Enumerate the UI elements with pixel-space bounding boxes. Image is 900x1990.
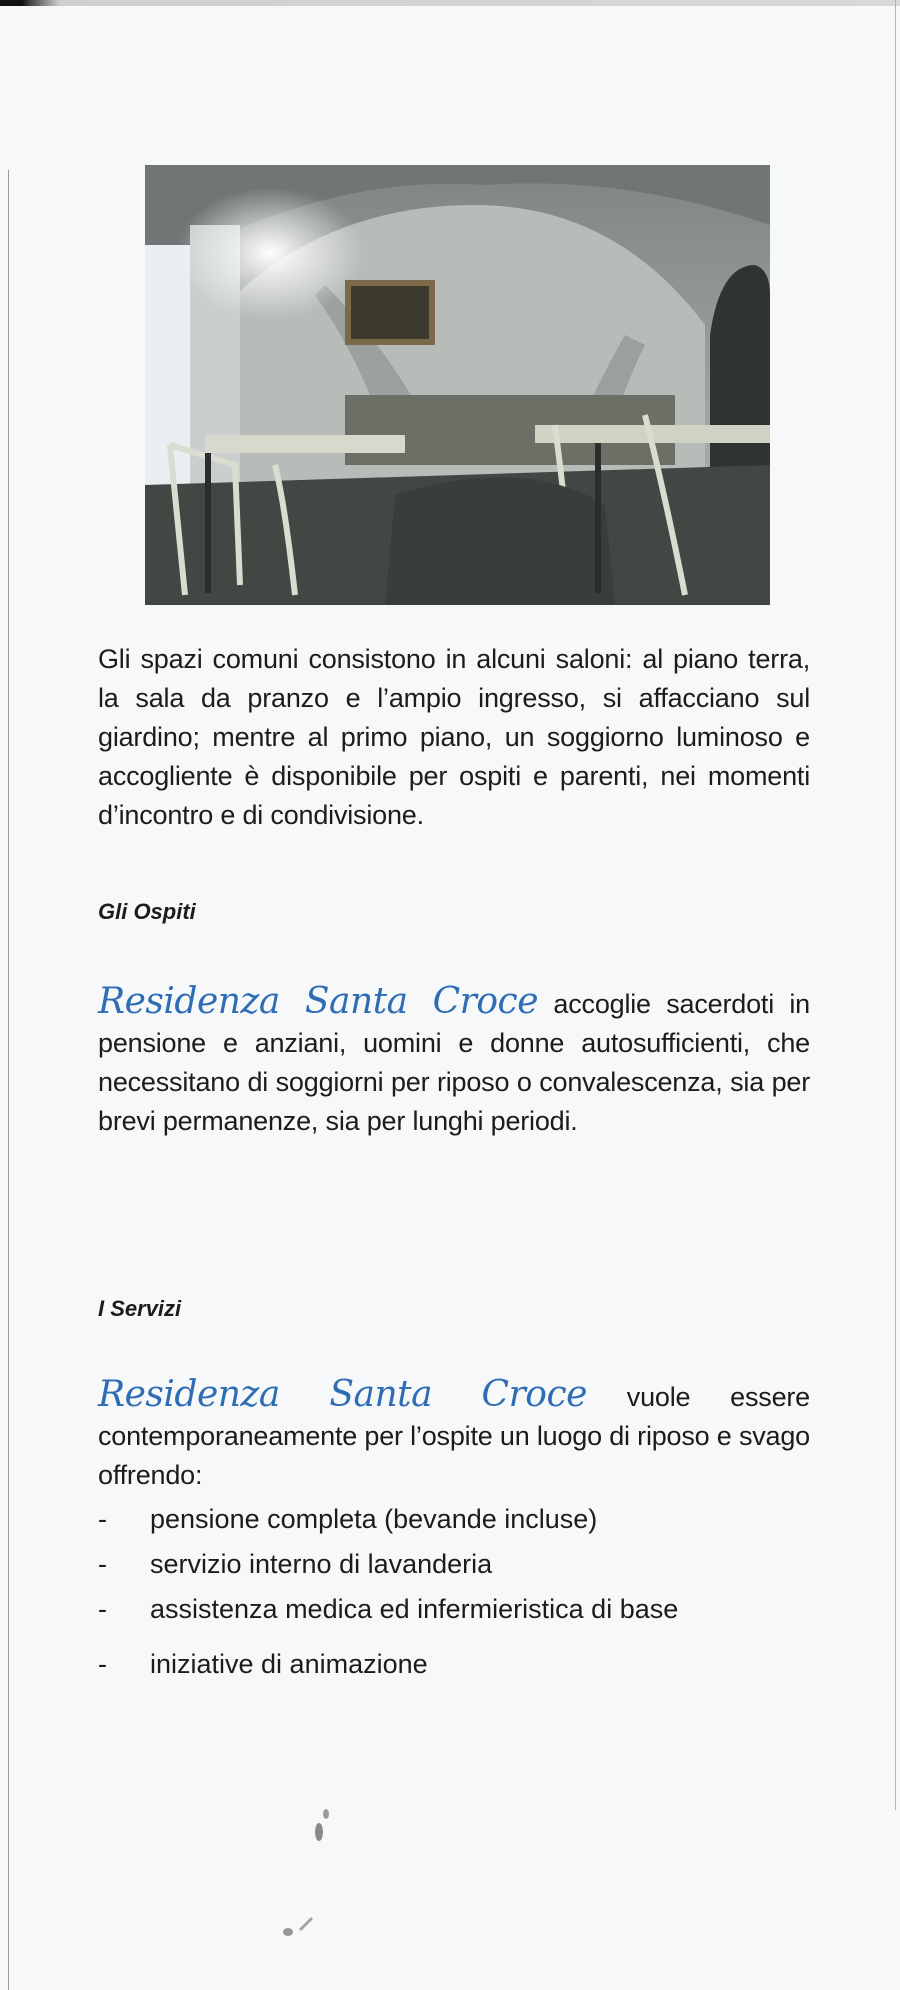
ospiti-paragraph [98, 982, 810, 1141]
brand-name: Residenza Santa Croce [98, 1374, 587, 1415]
brand-name: Residenza Santa Croce [98, 981, 539, 1022]
dash-bullet-icon: - [98, 1594, 107, 1624]
intro-section [98, 640, 810, 835]
dining-room-photo [145, 165, 770, 605]
servizi-section [98, 1375, 810, 1691]
ospiti-text: accoglie sacerdoti in pensione e anziani, uomini e donne autosufficienti, che necessitano di soggiorni per riposo o convalescenza, sia per brevi permanenze, sia per lunghi periodi. [98, 989, 810, 1136]
page-edge-line [895, 0, 896, 1810]
scan-edge [0, 0, 900, 6]
intro-paragraph: Gli spazi comuni consistono in alcuni saloni: al piano terra, la sala da pranzo e l’ampio ingresso, si affacciano sul giardino; mentre al primo piano, un soggiorno luminoso e accogliente è disponibile per ospiti e parenti, nei momenti d’incontro e di condivisione. [98, 644, 810, 830]
scan-smudge [270, 1800, 350, 1960]
dash-bullet-icon: - [98, 1549, 107, 1579]
dash-bullet-icon: - [98, 1649, 107, 1679]
servizi-paragraph [98, 1375, 810, 1495]
page-fold-line [8, 170, 9, 1990]
list-item: - servizio interno di lavanderia [98, 1546, 810, 1583]
ospiti-section [98, 982, 810, 1141]
list-item: - assistenza medica ed infermieristica di base [98, 1591, 810, 1628]
servizi-text: vuole essere contemporaneamente per l’ospite un luogo di riposo e svago offrendo: [98, 1382, 810, 1490]
dash-bullet-icon: - [98, 1504, 107, 1534]
servizi-heading: I Servizi [98, 1296, 182, 1321]
photo-illustration [145, 165, 770, 605]
ospiti-heading: Gli Ospiti [98, 899, 196, 924]
list-item: - pensione completa (bevande incluse) [98, 1501, 810, 1538]
services-list [98, 1501, 810, 1683]
list-item: - iniziative di animazione [98, 1646, 810, 1683]
